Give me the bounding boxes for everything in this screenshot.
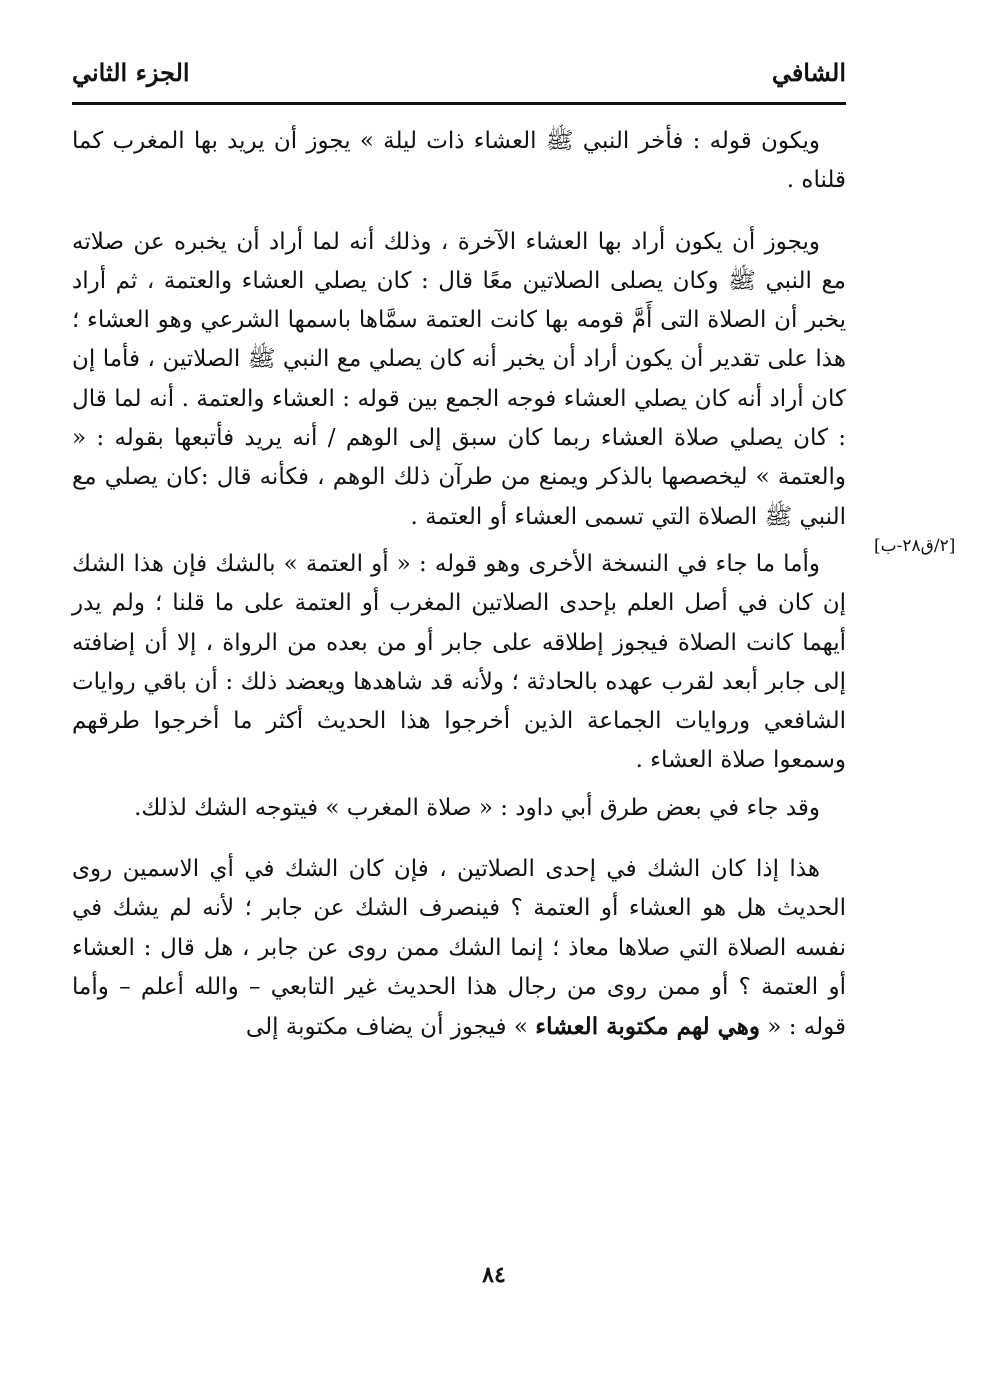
paragraph: ويكون قوله : فأخر النبي ﷺ العشاء ذات ليلة » يجوز أن يريد بها المغرب كما قلناه . [72,128,846,194]
page-header [72,58,846,98]
bold-quote: وهي لهم مكتوبة العشاء [535,1013,761,1041]
paragraph: ويجوز أن يكون أراد بها العشاء الآخرة ، وذلك أنه لما أراد أن يخبره عن صلاته مع النبي ﷺ وكان يصلى الصلاتين معًا قال : كان يصلي العشاء والعتمة ، ثم أراد يخبر أن الصلاة التى أَمَّ قومه بها كانت العتمة سمَّاها باسمها الشرعي وهو العشاء ؛ هذا على تقدير أن يكون أراد أن يخبر أنه كان يصلي مع النبي ﷺ الصلاتين ، فأما إن كان أراد أنه كان يصلي العشاء فوجه الجمع بين قوله : العشاء والعتمة . أنه لما قال : كان يصلي صلاة العشاء ربما كان سبق إلى الوهم / أنه يريد فأتبعها بقوله : « والعتمة » ليخصصها بالذكر ويمنع من طرآن ذلك الوهم ، فكأنه قال :كان يصلي مع النبي ﷺ الصلاة التي تسمى العشاء أو العتمة . [72,228,846,530]
book-title: الشافي [771,58,846,87]
part-title: الجزء الثاني [72,58,190,87]
header-divider [72,102,846,105]
body-text [72,122,846,1048]
page-number: ٨٤ [482,1262,506,1288]
manuscript-folio-marker: [٢/ق٢٨-ب] [874,536,956,556]
paragraph-tail: » فيجوز أن يضاف مكتوبة إلى [245,1014,528,1041]
paragraph: وأما ما جاء في النسخة الأخرى وهو قوله : « أو العتمة » بالشك فإن هذا الشك إن كان في أصل العلم بإحدى الصلاتين المغرب أو العتمة على ما قلنا ؛ ولم يدر أيهما كانت الصلاة فيجوز إطلاقه على جابر أو من بعده من الرواة ، إلا أن إضافته إلى جابر أبعد لقرب عهده بالحادثة ؛ ولأنه قد شاهدها ويعضد ذلك : أن باقي روايات الشافعي وروايات الجماعة الذين أخرجوا هذا الحديث أكثر ما أخرجوا طرقهم وسمعوا صلاة العشاء . [72,550,846,774]
paragraph: وقد جاء في بعض طرق أبي داود : « صلاة المغرب » فيتوجه الشك لذلك. [134,794,820,821]
paragraph [72,850,846,1047]
paragraph-text: هذا إذا كان الشك في إحدى الصلاتين ، فإن كان الشك في أي الاسمين روى الحديث هل هو العشاء أو العتمة ؟ فينصرف الشك عن جابر ؛ لأنه لم يشك في نفسه الصلاة التي صلاها معاذ ؛ إنما الشك ممن روى عن جابر ، هل قال : العشاء أو العتمة ؟ أو ممن روى من رجال هذا الحديث غير التابعي – والله أعلم – وأما قوله : « [72,856,846,1041]
